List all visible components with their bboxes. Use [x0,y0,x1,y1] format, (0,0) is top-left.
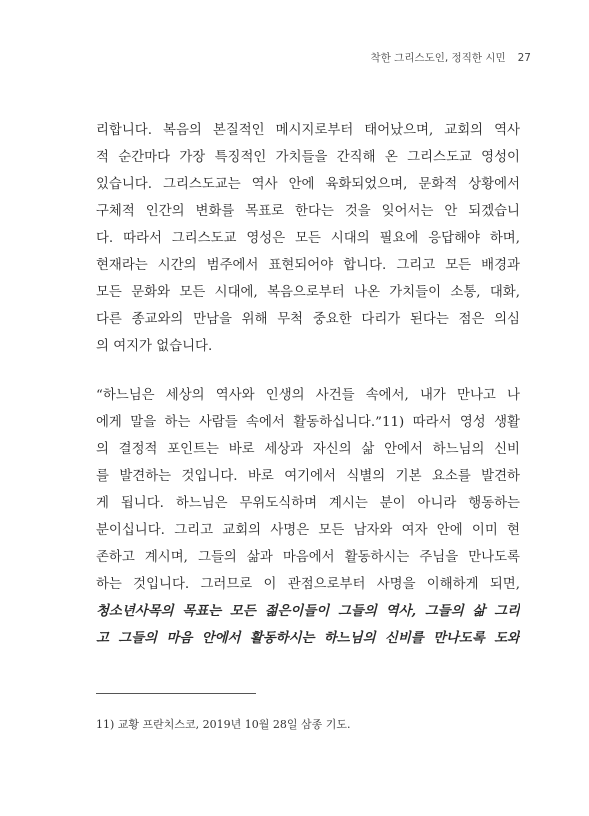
page-number: 27 [517,52,531,64]
text-line: 하는 것입니다. 그러므로 이 관점으로부터 사명을 이해하게 되면, [96,577,520,592]
text-line: 다. 따라서 그리스도교 영성은 모든 시대의 필요에 응답해야 하며, [96,231,520,246]
text-line: 리합니다. 복음의 본질적인 메시지로부터 태어났으며, 교회의 역사 [96,123,520,138]
text-line: “하느님은 세상의 역사와 인생의 사건들 속에서, 내가 만나고 나 [96,388,520,403]
emphasized-text-line: 청소년사목의 목표는 모든 젊은이들이 그들의 역사, 그들의 삶 그리 [96,603,520,619]
paragraph-1 [96,117,520,360]
text-line: 다른 종교와의 만남을 위해 무척 중요한 다리가 된다는 점은 의심 [96,312,520,327]
emphasized-text-line: 고 그들의 마음 안에서 활동하시는 하느님의 신비를 만나도록 도와 [96,630,520,646]
text-line: 있습니다. 그리스도교는 역사 안에 육화되었으며, 문화적 상황에서 [96,177,520,192]
footnote-divider [96,693,256,694]
running-header [371,50,531,65]
text-line: 모든 문화와 모든 시대에, 복음으로부터 나온 가치들이 소통, 대화, [96,285,520,300]
footnote: 11) 교황 프란치스코, 2019년 10월 28일 삼종 기도. [96,718,351,731]
text-line: 를 발견하는 것입니다. 바로 여기에서 식별의 기본 요소를 발견하 [96,469,520,484]
text-line: 분이십니다. 그리고 교회의 사명은 모든 남자와 여자 안에 이미 현 [96,523,520,538]
text-line: 의 결정적 포인트는 바로 세상과 자신의 삶 안에서 하느님의 신비 [96,442,520,457]
paragraph-2 [96,382,520,652]
text-line: 적 순간마다 가장 특징적인 가치들을 간직해 온 그리스도교 영성이 [96,150,520,165]
text-line: 현재라는 시간의 범주에서 표현되어야 합니다. 그리고 모든 배경과 [96,258,520,273]
running-title: 착한 그리스도인, 정직한 시민 [370,52,506,64]
text-line: 게 됩니다. 하느님은 무위도식하며 계시는 분이 아니라 행동하는 [96,496,520,511]
text-line: 구체적 인간의 변화를 목표로 한다는 것을 잊어서는 안 되겠습니 [96,204,520,219]
text-line: 존하고 계시며, 그들의 삶과 마음에서 활동하시는 주님을 만나도록 [96,550,520,565]
text-line: 의 여지가 없습니다. [96,339,213,354]
text-line: 에게 말을 하는 사람들 속에서 활동하십니다.”11) 따라서 영성 생활 [96,415,520,430]
